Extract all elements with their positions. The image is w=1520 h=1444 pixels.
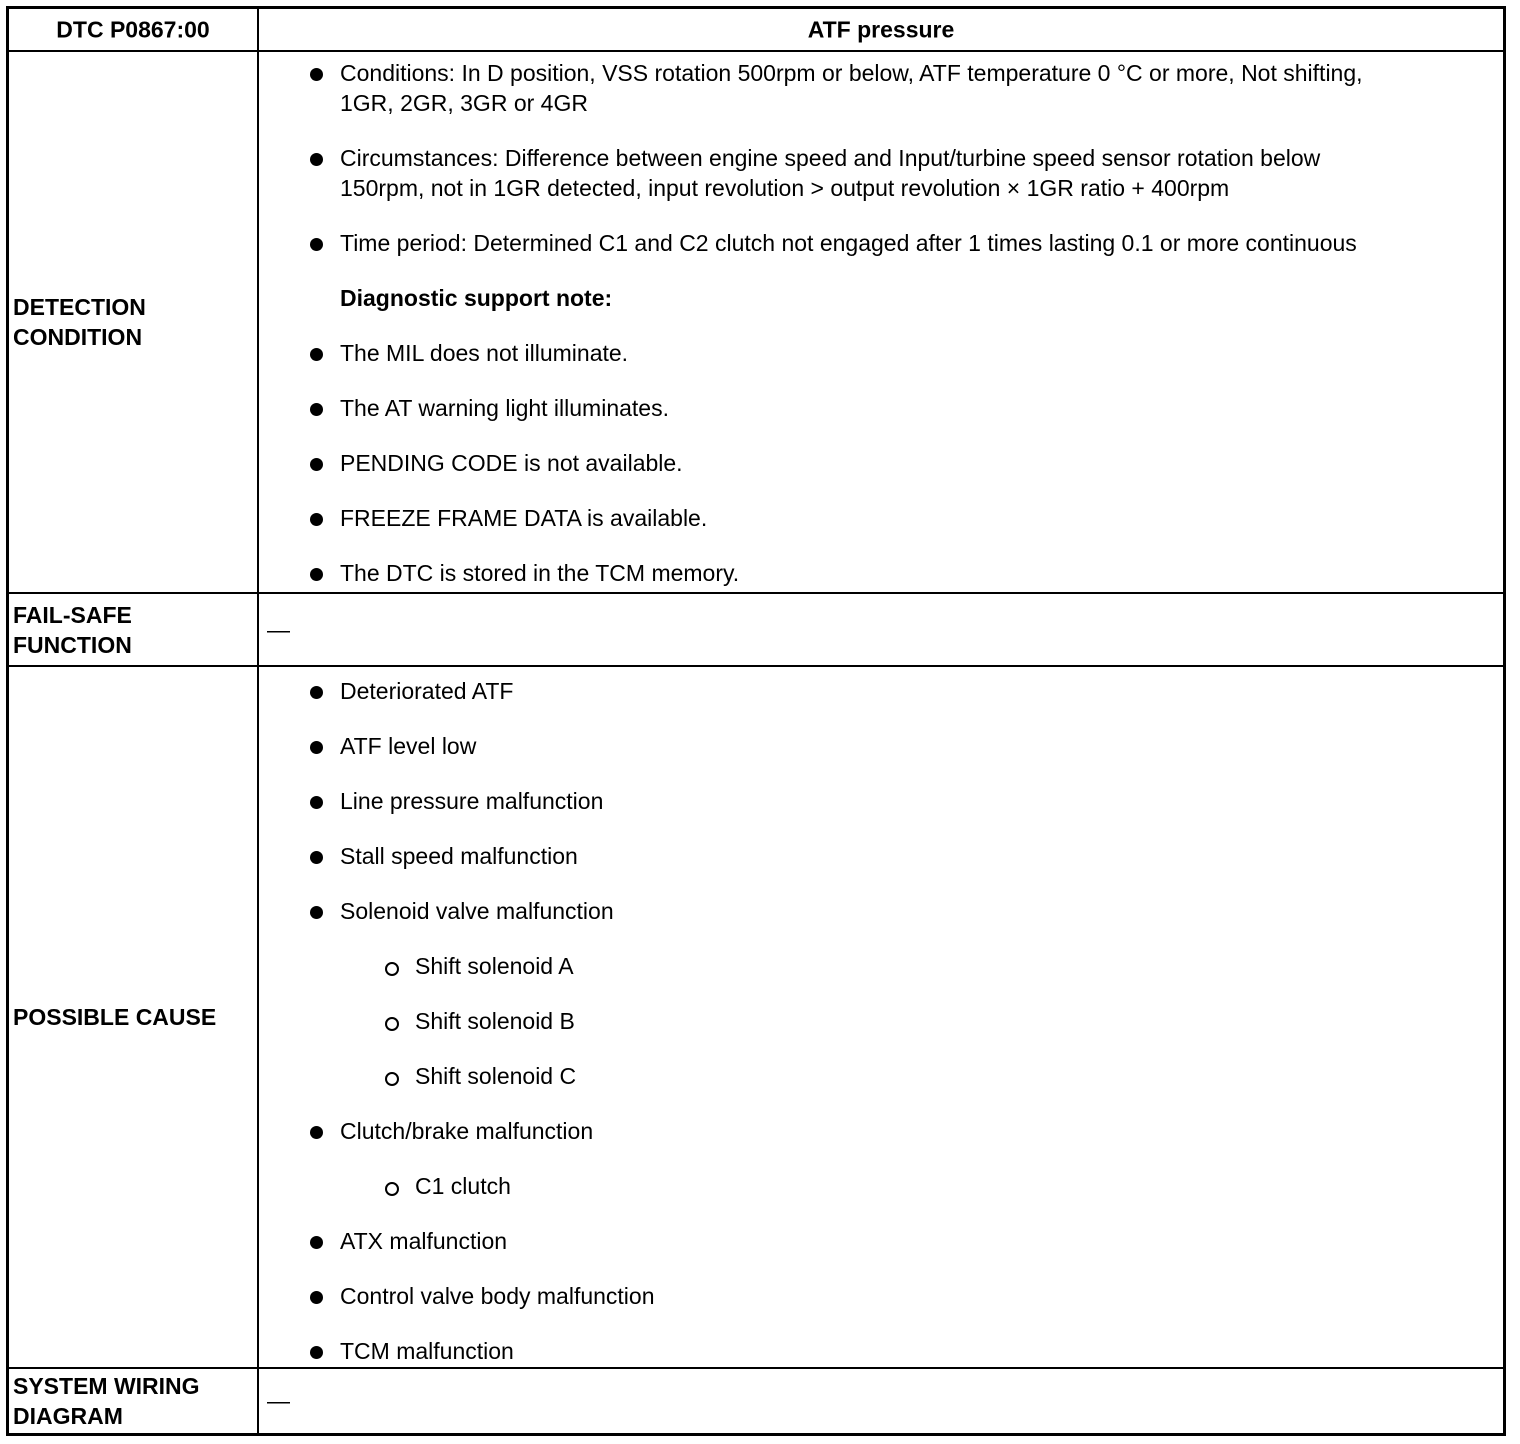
bullet-icon [310, 1236, 323, 1249]
circumstances-line-1: Circumstances: Difference between engine speed and Input/turbine speed sensor rotation below [340, 145, 1321, 171]
diagnostic-support-note-heading: Diagnostic support note: [340, 285, 613, 311]
bullet-icon [310, 68, 323, 81]
bullet-icon [310, 153, 323, 166]
cause-item: Control valve body malfunction [340, 1283, 655, 1309]
bullet-icon [310, 1291, 323, 1304]
fail-safe-value: — [267, 616, 290, 642]
circumstances-line-2: 150rpm, not in 1GR detected, input revolution > output revolution × 1GR ratio + 400rpm [340, 175, 1230, 201]
bullet-icon [310, 403, 323, 416]
bullet-icon [310, 686, 323, 699]
cause-item: Solenoid valve malfunction [340, 898, 614, 924]
fail-safe-row [9, 592, 1503, 665]
detection-label-cell [9, 52, 259, 592]
wiring-content-cell [259, 1369, 1503, 1433]
bullet-icon [310, 238, 323, 251]
note-item: FREEZE FRAME DATA is available. [340, 505, 708, 531]
system-wiring-label: SYSTEM WIRING DIAGRAM [13, 1373, 200, 1429]
note-item: The AT warning light illuminates. [340, 395, 669, 421]
cause-item: Clutch/brake malfunction [340, 1118, 594, 1144]
time-period: Time period: Determined C1 and C2 clutch not engaged after 1 times lasting 0.1 or more continuous [340, 230, 1357, 256]
fail-safe-label-cell [9, 594, 259, 665]
sub-bullet-icon [385, 1017, 399, 1031]
possible-cause-label-cell [9, 667, 259, 1367]
cause-sub-item: Shift solenoid A [415, 953, 574, 979]
bullet-icon [310, 458, 323, 471]
header-code-cell [9, 9, 259, 50]
fail-safe-content-cell [259, 594, 1503, 665]
cause-item: Stall speed malfunction [340, 843, 578, 869]
system-wiring-row [9, 1367, 1503, 1433]
cause-item: Deteriorated ATF [340, 678, 514, 704]
bullet-icon [310, 1126, 323, 1139]
possible-cause-label: POSSIBLE CAUSE [13, 1004, 217, 1030]
dtc-title: ATF pressure [807, 16, 955, 42]
bullet-icon [310, 1346, 323, 1359]
cause-sub-item: C1 clutch [415, 1173, 511, 1199]
bullet-icon [310, 741, 323, 754]
bullet-icon [310, 348, 323, 361]
sub-bullet-icon [385, 1072, 399, 1086]
conditions-line-2: 1GR, 2GR, 3GR or 4GR [340, 90, 588, 116]
system-wiring-value: — [267, 1387, 290, 1414]
dtc-code: DTC P0867:00 [56, 16, 210, 42]
header-row [9, 9, 1503, 50]
cause-item: Line pressure malfunction [340, 788, 604, 814]
bullet-icon [310, 796, 323, 809]
bullet-icon [310, 851, 323, 864]
sub-bullet-icon [385, 962, 399, 976]
bullet-icon [310, 513, 323, 526]
detection-condition-label: DETECTION CONDITION [13, 294, 146, 350]
conditions-line-1: Conditions: In D position, VSS rotation 500rpm or below, ATF temperature 0 °C or more, Not shifting, [340, 60, 1363, 86]
possible-cause-content-cell [259, 667, 1503, 1367]
cause-sub-item: Shift solenoid B [415, 1008, 575, 1034]
cause-sub-item: Shift solenoid C [415, 1063, 577, 1089]
bullet-icon [310, 906, 323, 919]
dtc-table [6, 6, 1506, 1436]
header-title-cell [259, 9, 1503, 50]
fail-safe-label: FAIL-SAFE FUNCTION [13, 601, 132, 658]
note-item: PENDING CODE is not available. [340, 450, 683, 476]
detection-content-cell [259, 52, 1503, 592]
cause-item: TCM malfunction [340, 1338, 514, 1364]
note-item: The DTC is stored in the TCM memory. [340, 560, 740, 586]
detection-condition-row [9, 50, 1503, 592]
cause-item: ATF level low [340, 733, 477, 759]
note-item: The MIL does not illuminate. [340, 340, 629, 366]
sub-bullet-icon [385, 1182, 399, 1196]
possible-cause-row [9, 665, 1503, 1367]
wiring-label-cell [9, 1369, 259, 1433]
cause-item: ATX malfunction [340, 1228, 508, 1254]
bullet-icon [310, 568, 323, 581]
